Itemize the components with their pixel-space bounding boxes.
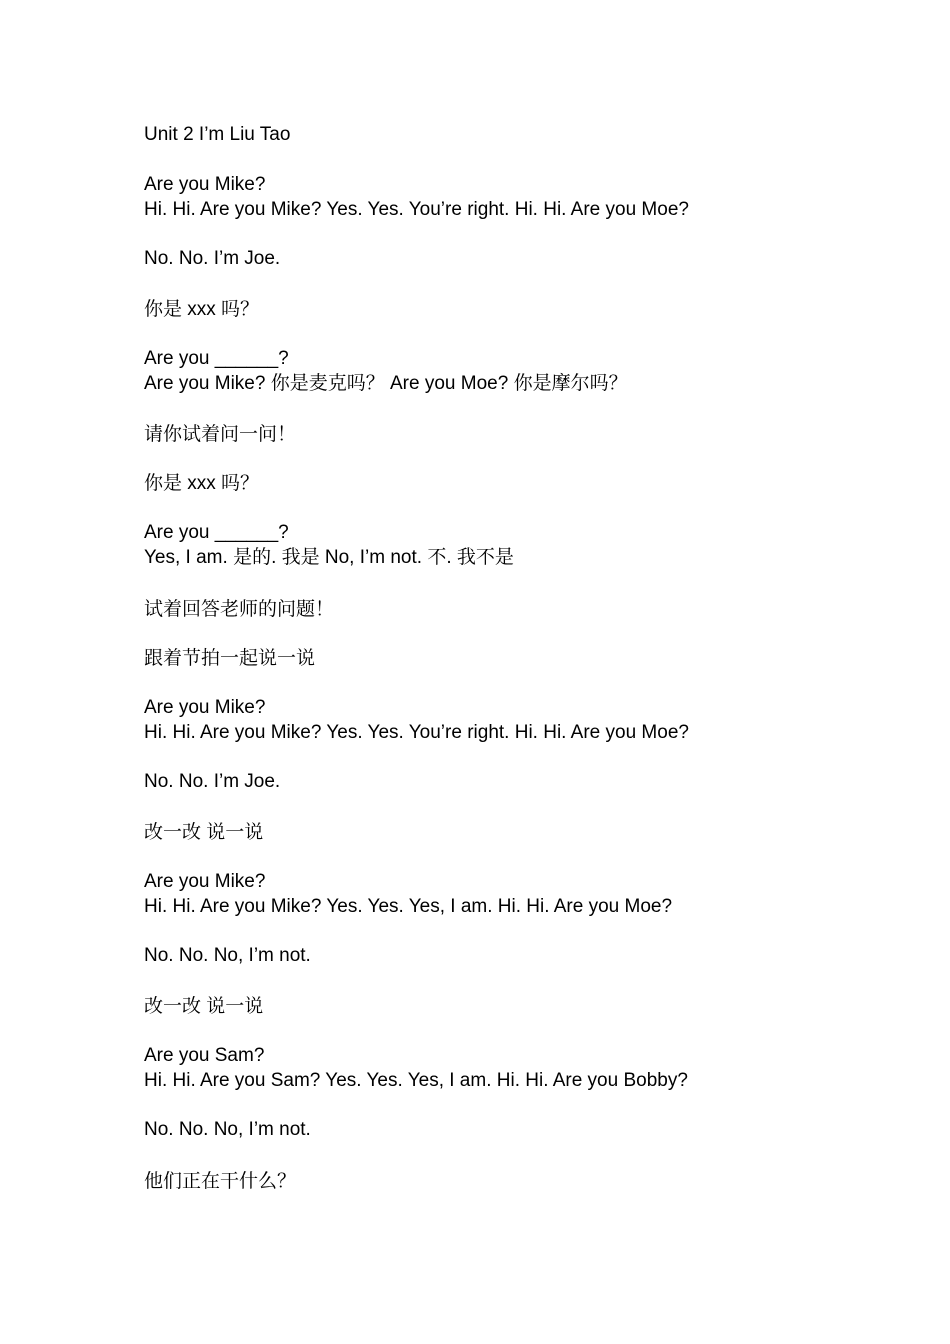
instruction-ask: 请你试着问一问！ — [144, 424, 297, 445]
song-lyrics-end: No. No. No, I’m not. — [144, 1119, 311, 1140]
example-sentences: Are you Mike? 你是麦克吗？ Are you Moe? 你是摩尔吗？ — [144, 373, 628, 394]
prompt-question: 你是 xxx 吗？ — [144, 473, 260, 494]
unit-title: Unit 2 I’m Liu Tao — [144, 124, 291, 145]
song-title: Are you Sam? — [144, 1045, 265, 1066]
instruction-answer: 试着回答老师的问题！ — [144, 599, 335, 620]
song-lyrics: Hi. Hi. Are you Sam? Yes. Yes. Yes, I am. Hi. Hi. Are you Bobby? — [144, 1070, 688, 1091]
song-lyrics-end: No. No. I’m Joe. — [144, 248, 281, 269]
song-lyrics-end: No. No. I’m Joe. — [144, 771, 281, 792]
song-title: Are you Mike? — [144, 697, 266, 718]
prompt-question: 你是 xxx 吗？ — [144, 299, 260, 320]
final-question: 他们正在干什么？ — [144, 1171, 297, 1192]
sentence-pattern: Are you ______? — [144, 522, 289, 543]
answer-examples: Yes, I am. 是的. 我是 No, I’m not. 不. 我不是 — [144, 547, 514, 568]
instruction-change: 改一改 说一说 — [144, 996, 264, 1017]
song-title: Are you Mike? — [144, 174, 266, 195]
song-lyrics: Hi. Hi. Are you Mike? Yes. Yes. Yes, I am. Hi. Hi. Are you Moe? — [144, 896, 673, 917]
song-lyrics-end: No. No. No, I’m not. — [144, 945, 311, 966]
instruction-chant: 跟着节拍一起说一说 — [144, 648, 316, 669]
song-lyrics: Hi. Hi. Are you Mike? Yes. Yes. You’re right. Hi. Hi. Are you Moe? — [144, 722, 689, 743]
song-title: Are you Mike? — [144, 871, 266, 892]
instruction-change: 改一改 说一说 — [144, 822, 264, 843]
song-lyrics: Hi. Hi. Are you Mike? Yes. Yes. You’re right. Hi. Hi. Are you Moe? — [144, 199, 689, 220]
sentence-pattern: Are you ______? — [144, 348, 289, 369]
